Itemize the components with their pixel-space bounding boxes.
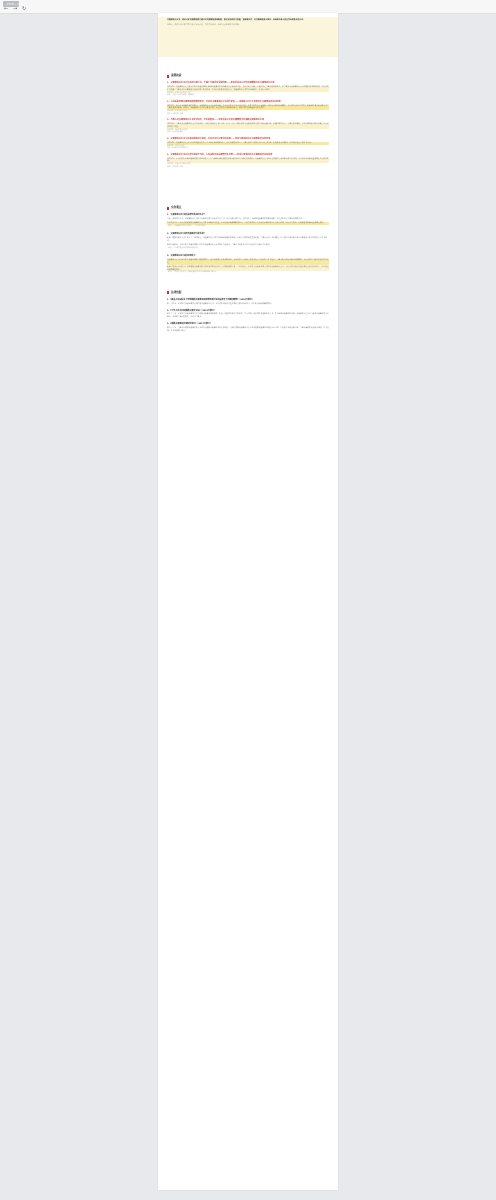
law-heading: 2、《中华人民共和国道路交通安全法》（2021年修正） <box>167 309 216 312</box>
law-body: 第二十四条 公安机关交通管理部门制作的交通事故认定书，人民法院应依法审查并确认其相应的证明力，但有相反证据推翻的除外。 <box>167 302 274 305</box>
case-court: 审理法院：某省某市中级人民法院 <box>167 164 191 166</box>
law-section-title: 法律依据 <box>167 291 329 295</box>
practice-cite: （摘自：《最高人民法院关于道路交通损害赔偿司法解释理解与适用》） <box>167 272 218 274</box>
law-item <box>167 299 329 306</box>
intro-note: 实践中，就该认定书能否作为独立诉讼对象，存在不同观点，需结合具体案例予以判断。 <box>167 23 241 26</box>
practice-item <box>167 255 329 275</box>
practice-heading: 1、交通事故认定书的法律性质如何认定？ <box>167 214 206 217</box>
intro-lead: 交通事故认定书，是由公安交通管理部门通过对交通事故现场勘验、技术分析和有关检验，查清事实后，对交通事故基本事实、成因和当事人责任作出的技术性认定。 <box>167 19 306 21</box>
case-source: 来源：《最高人民法院公报》案例选编 <box>167 95 195 97</box>
law-item <box>167 310 329 320</box>
forward-icon[interactable]: → <box>13 6 18 12</box>
case-heading: 1、交通事故认定书并非具体行政行为，不属于行政诉讼受案范围——柴某诉某县公安局交通警察大队交通事故认定案 <box>167 82 275 84</box>
case-court: 审理法院：某市中级人民法院 <box>167 129 188 131</box>
intro-box <box>158 17 338 57</box>
practice-paragraph: 根据《最高人民法院关于审理道路交通事故损害赔偿案件适用法律若干问题的解释》第二十四条规定，公安机关交通管理部门制作的交通事故认定书，人民法院应依法审查并确认其相应的证明力，但有相反证据推翻的除外。 <box>167 265 329 271</box>
case-item <box>167 101 329 117</box>
practice-item <box>167 214 329 228</box>
practice-cite: （摘自：《交通事故处理实务指南》，人民法院出版社） <box>167 225 207 227</box>
law-body: 第七十一条 当事人对道路交通事故认定或者出具道路交通事故证明有异议的，可以自道路交通事故认定书或者道路交通事故证明送达之日起三日内提出书面复核申请。当事人逾期提交复核申请的，不予受理，并书面通知申请人。 <box>167 326 329 332</box>
tab-title: 法律问题 × 北京律师 <box>6 4 25 6</box>
browser-toolbar <box>0 0 496 14</box>
law-body: 第七十三条 公安机关交通管理部门应当根据交通事故现场勘验、检查、调查情况和有关的检验、鉴定结论，及时制作交通事故认定书，作为处理交通事故的证据。交通事故认定书应当载明交通事故的基本事实、成因和当事人的责任，并送达当事人。 <box>167 313 329 319</box>
case-body: 裁判要旨：当事人对交通事故认定书有异议的，可以自收到认定书之日起三日内，向上一级公安机关交通管理部门提出书面复核申请。复核结论作出后，当事人仍不服的，可在民事诉讼中提出证据，由人民法院综合审查。 <box>167 123 329 128</box>
case-source: 来源：人民法院案例选 <box>167 132 183 134</box>
practice-heading: 3、交通事故认定书的证明效力 <box>167 255 196 258</box>
practice-cite: （摘自：《行政诉讼受案范围疑难问题研究》） <box>167 247 200 249</box>
law-heading: 1、《最高人民法院关于审理道路交通事故损害赔偿案件适用法律若干问题的解释》（2020年修正） <box>167 298 254 301</box>
case-body: 裁判要旨：交通事故认定书是公安机关交通管理部门处理交通事故作出的事实认定和成因分析，其性质属于证据，不直接设定当事人的权利义务，故当事人对交通事故认定书不服提起行政诉讼的，人民法院不予受理。当事人可在民事诉讼中就其证明力提出异议，由人民法院依法审查认定。交通事故认定书作为证据使用，不具有可诉性。 <box>167 86 329 91</box>
case-item <box>167 138 329 151</box>
cases-section-title: 案例检索 <box>167 74 329 78</box>
case-court: 审理法院：某省某市中级人民法院 <box>167 92 191 94</box>
case-item <box>167 154 329 170</box>
case-heading: 3、当事人对交通事故认定书有异议的，可申请复核——李某诉某公安局交通警察支队道路交通事故认定案 <box>167 119 265 122</box>
back-icon[interactable]: ← <box>4 6 9 12</box>
practice-paragraph: 根据《道路交通安全法》第七十三条的规定，交通事故认定书作为处理交通事故的证据，不属于行政诉讼的受案范围。当事人对认定书不服的，应当通过申请复核或者在民事诉讼中提出异议的方式寻求救济。 <box>167 237 327 243</box>
case-item <box>167 82 329 98</box>
practice-paragraph: 目前，多数观点认为，交通事故认定书属于证据性质的专业技术鉴定文书，而非具体行政行为。其作用在于为处理交通事故提供事实依据，并不直接设定当事人的权利义务。 <box>167 218 304 221</box>
case-court: 审理法院：某区人民法院 <box>167 145 185 147</box>
reload-icon[interactable]: ↻ <box>22 6 27 12</box>
practice-section-title: 实务观点 <box>167 206 329 210</box>
practice-paragraph: 在审判实务中，人民法院通常将交通事故认定书作为证据进行审查，在无相反证据推翻的情况下，一般予以采信；若有充分证据证明认定书存在错误，则可不予采纳，并依据查明的事实重新确定责任。 <box>167 222 329 225</box>
case-source: 来源：中国裁判文书网 <box>167 166 183 168</box>
case-heading: 4、交通事故认定书与其他证据相互印证的，可以作为认定事实的依据——赵某与钱某机动车交通事故责任纠纷案 <box>167 137 271 140</box>
article-page <box>158 13 338 1190</box>
practice-item <box>167 233 329 250</box>
case-source: 来源：中国裁判文书网 <box>167 113 183 115</box>
case-heading: 2、人民法院审理交通事故损害赔偿案件，可以对交通事故认定书进行审查——某保险公司与王某机动车交通事故责任纠纷案 <box>167 100 281 103</box>
law-heading: 3、《道路交通事故处理程序规定》（2017年修订） <box>167 323 212 326</box>
case-court: 审理法院：某省高级人民法院 <box>167 111 188 113</box>
case-body: 裁判要旨：交通事故认定书由专业机构依法作出，在无相反证据的情况下，具有较高的证明力。当事人仅以主观理由否认认定书结论，未提供充分证据的，人民法院对其主张不予支持。 <box>167 142 329 145</box>
case-body: 裁判要旨：人民法院在审理交通事故损害赔偿案件中，应当依据民事侵权的归责原则和过错大小确定赔偿责任。交通事故认定书所认定的责任与案件事实明显不符的，人民法院可以依法重新确定各方责任比例。 <box>167 157 329 163</box>
practice-paragraph: 需要注意的是，若公安机关交通管理部门不作出交通事故认定或者程序严重违法，当事人可以就其不作为或违法行为依法寻求救济。 <box>167 243 272 246</box>
case-heading: 5、交通事故认定书认定责任明显不当的，人民法院可依法调整责任比例——孙某与周某机动车交通事故责任纠纷案 <box>167 153 273 156</box>
case-source: 来源：某市法院典型案例汇编 <box>167 148 188 150</box>
case-body: 裁判要旨：机动车交通事故责任纠纷中，交通事故认定书是重要证据，但人民法院应当对其进行审查，不能当然作为定案依据。有相反证据足以推翻的，人民法院可以不予采信，根据案件事实依法确定各方当事人的责任比例。本案中，交通事故认定书认定事实不清，人民法院结合现场勘验笔录、视听资料等证据重新分配了责任。 <box>167 104 329 110</box>
law-item <box>167 323 329 333</box>
case-item <box>167 119 329 135</box>
practice-paragraph: 交通事故认定书由公安机关交通管理部门依职权作出，具有较强的专业性和权威性，其证明效力一般高于普通书证。但其证明力并非绝对，当事人提出相反证据足以推翻的，人民法院应当依法审查并作出认定。 <box>167 259 329 264</box>
practice-heading: 2、交通事故认定书能否被提起行政诉讼？ <box>167 233 206 236</box>
